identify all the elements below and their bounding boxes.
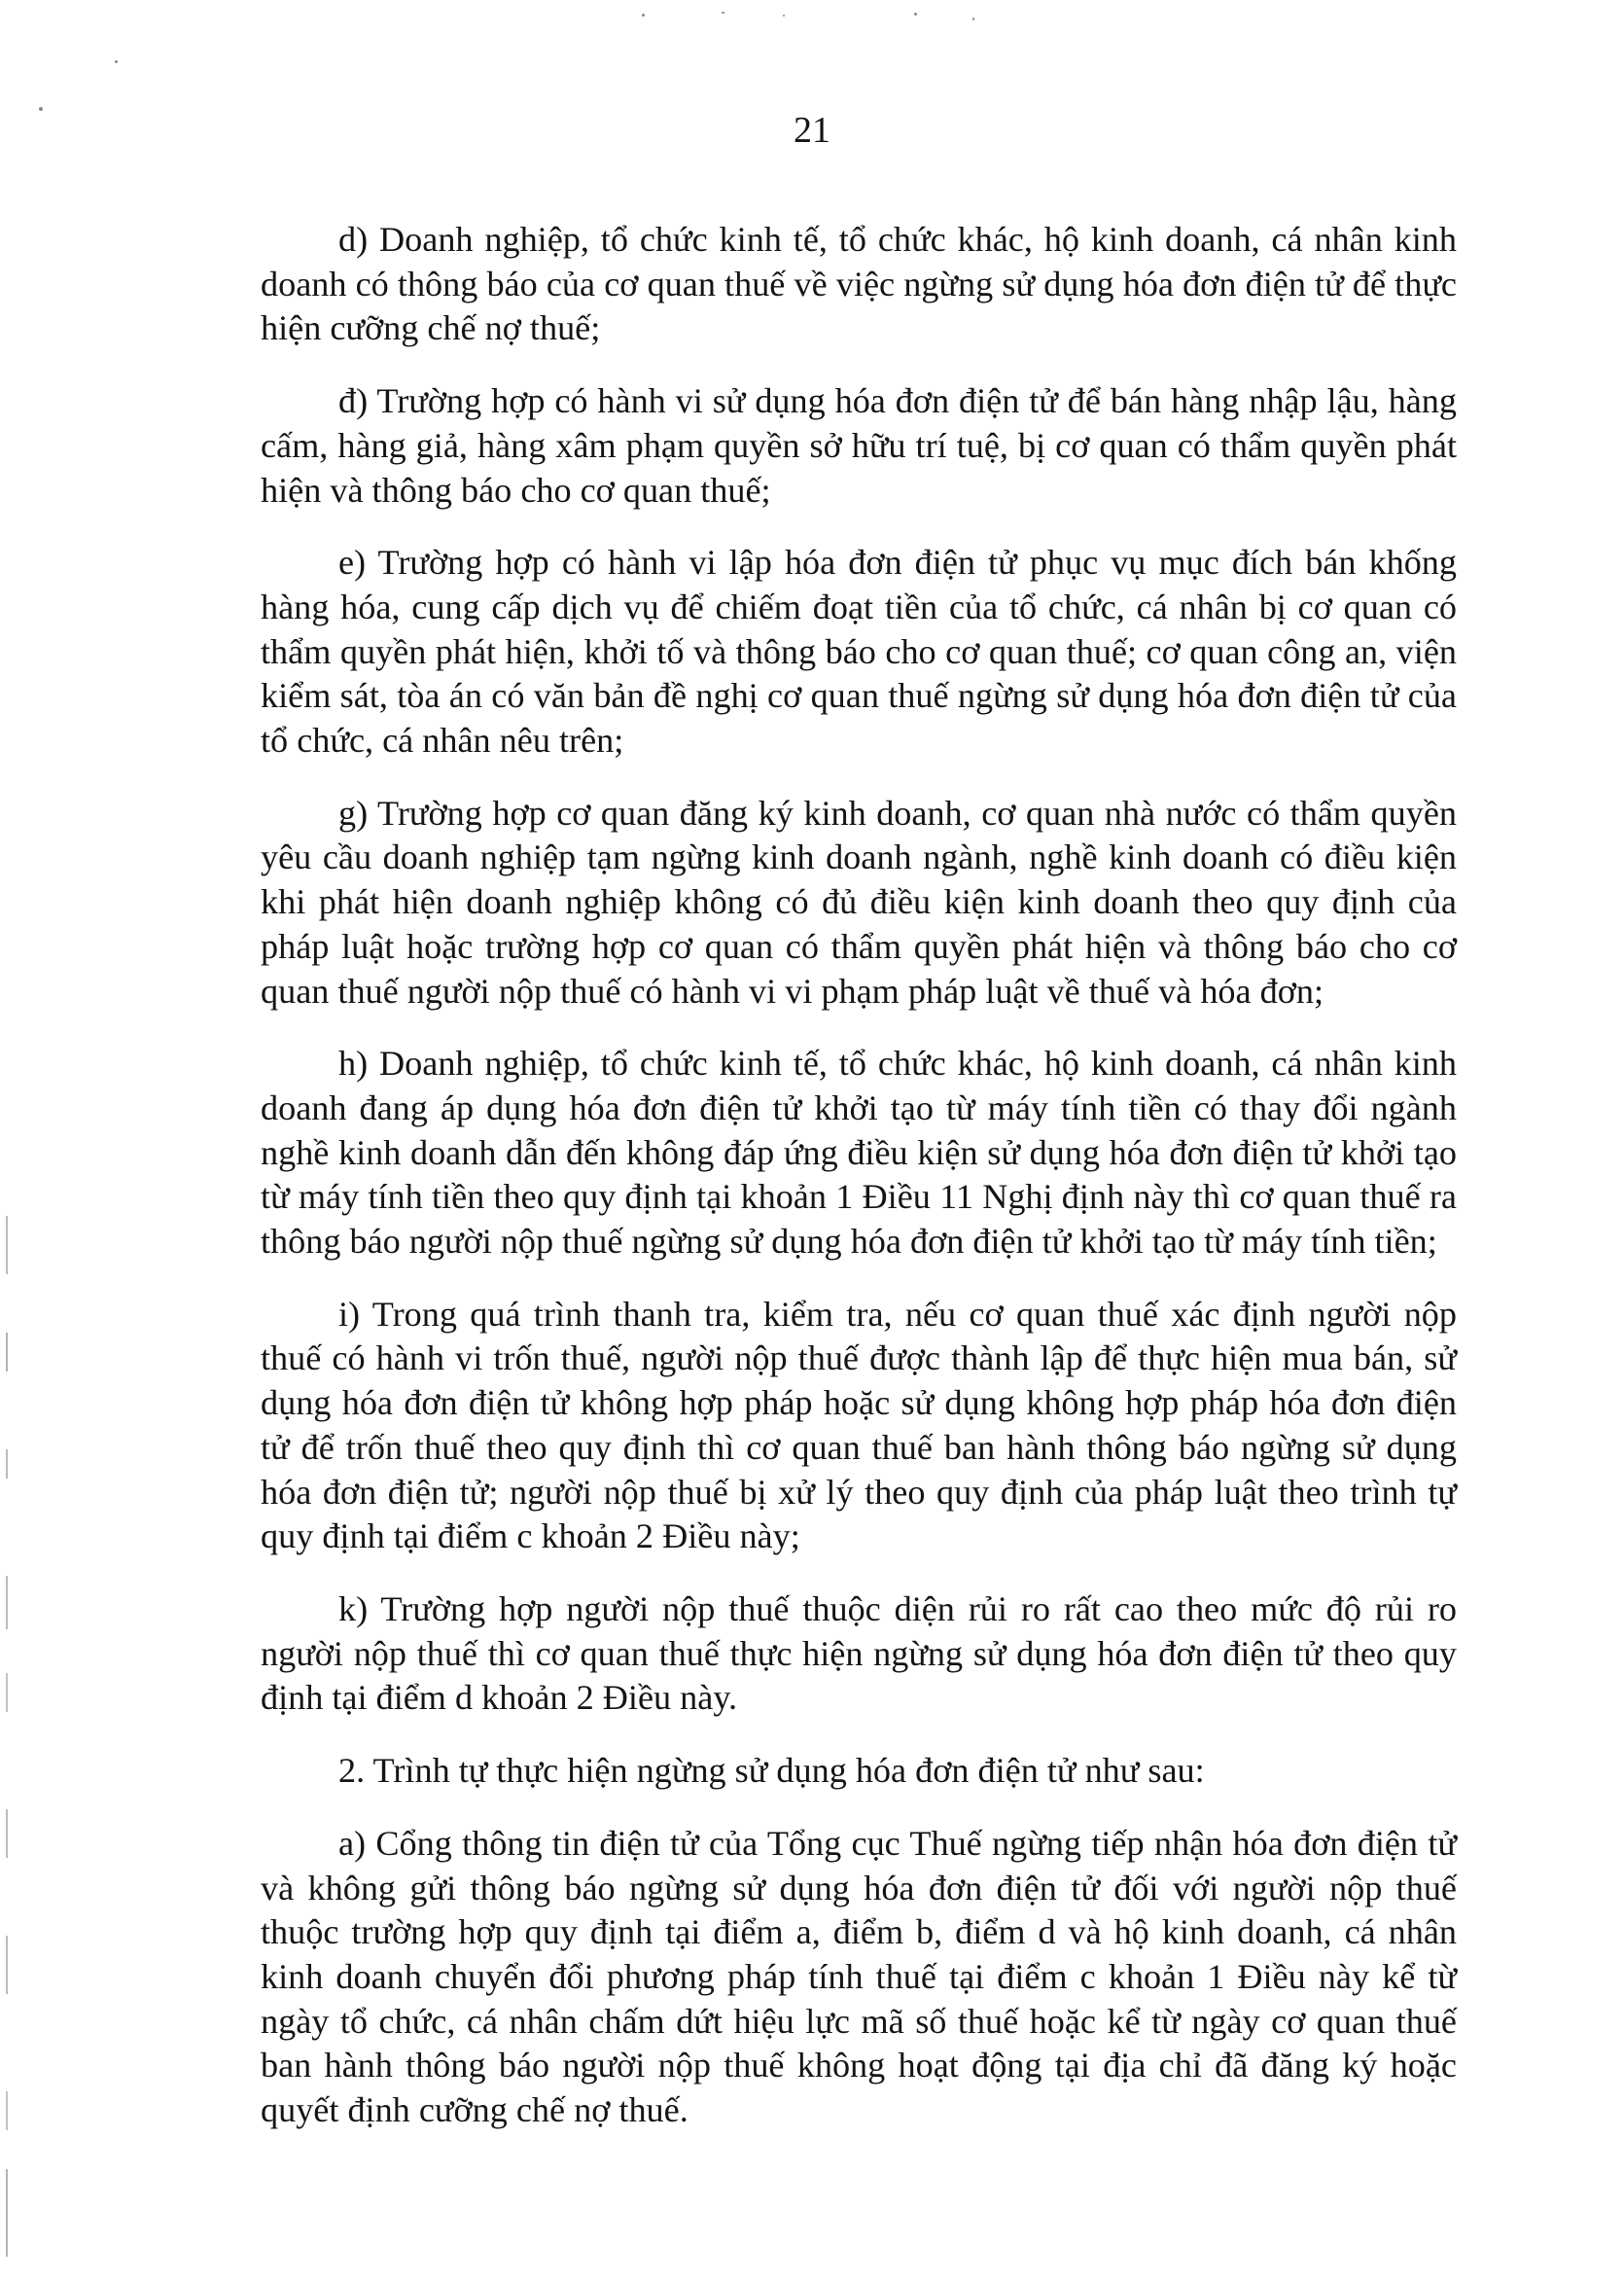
scan-speck [914,13,917,16]
scan-speck [115,60,118,63]
scan-speck [972,18,974,20]
scan-edge-mark [6,1809,8,1858]
clause-i: i) Trong quá trình thanh tra, kiểm tra, nếu cơ quan thuế xác định người nộp thuế có hành vi trốn thuế, người nộp thuế được thành lập để thực hiện mua bán, sử dụng hóa đơn điện tử không hợp pháp hoặc sử dụng không hợp pháp hóa đơn điện tử để trốn thuế theo quy định thì cơ quan thuế ban hành thông báo ngừng sử dụng hóa đơn điện tử; người nộp thuế bị xử lý theo quy định của pháp luật theo trình tự quy định tại điểm c khoản 2 Điều này; [261,1294,1457,1556]
clause-e: e) Trường hợp có hành vi lập hóa đơn điện tử phục vụ mục đích bán khống hàng hóa, cung cấp dịch vụ để chiếm đoạt tiền của tổ chức, cá nhân bị cơ quan có thẩm quyền phát hiện, khởi tố và thông báo cho cơ quan thuế; cơ quan công an, viện kiểm sát, tòa án có văn bản đề nghị cơ quan thuế ngừng sử dụng hóa đơn điện tử của tổ chức, cá nhân nêu trên; [261,543,1457,761]
scan-edge-mark [6,2169,8,2257]
scan-edge-mark [6,1673,8,1712]
clause-g: g) Trường hợp cơ quan đăng ký kinh doanh, cơ quan nhà nước có thẩm quyền yêu cầu doanh nghiệp tạm ngừng kinh doanh ngành, nghề kinh doanh có điều kiện khi phát hiện doanh nghiệp không có đủ điều kiện kinh doanh theo quy định của pháp luật hoặc trường hợp cơ quan có thẩm quyền phát hiện và thông báo cho cơ quan thuế người nộp thuế có hành vi vi phạm pháp luật về thuế và hóa đơn; [261,793,1457,1011]
scan-edge-mark [6,1216,8,1274]
clause-d: d) Doanh nghiệp, tổ chức kinh tế, tổ chức khác, hộ kinh doanh, cá nhân kinh doanh có thông báo của cơ quan thuế về việc ngừng sử dụng hóa đơn điện tử để thực hiện cưỡng chế nợ thuế; [261,220,1457,348]
scan-speck [783,15,785,17]
document-body [261,218,1457,2161]
scan-edge-mark [6,1449,8,1479]
scan-edge-mark [6,2091,8,2130]
clause-h: h) Doanh nghiệp, tổ chức kinh tế, tổ chức khác, hộ kinh doanh, cá nhân kinh doanh đang áp dụng hóa đơn điện tử khởi tạo từ máy tính tiền có thay đổi ngành nghề kinh doanh dẫn đến không đáp ứng điều kiện sử dụng hóa đơn điện tử khởi tạo từ máy tính tiền theo quy định tại khoản 1 Điều 11 Nghị định này thì cơ quan thuế ra thông báo người nộp thuế ngừng sử dụng hóa đơn điện tử khởi tạo từ máy tính tiền; [261,1044,1457,1262]
section-2-clause-a: a) Cổng thông tin điện tử của Tổng cục Thuế ngừng tiếp nhận hóa đơn điện tử và không gửi thông báo ngừng sử dụng hóa đơn điện tử đối với người nộp thuế thuộc trường hợp quy định tại điểm a, điểm b, điểm d và hộ kinh doanh, cá nhân kinh doanh chuyển đổi phương pháp tính thuế tại điểm c khoản 1 Điều này kể từ ngày tổ chức, cá nhân chấm dứt hiệu lực mã số thuế hoặc kể từ ngày cơ quan thuế ban hành thông báo người nộp thuế không hoạt động tại địa chỉ đã đăng ký hoặc quyết định cưỡng chế nợ thuế. [261,1823,1457,2130]
scan-edge-mark [6,1936,8,1994]
scan-edge-mark [6,1333,8,1372]
section-2-heading: 2. Trình tự thực hiện ngừng sử dụng hóa đơn điện tử như sau: [338,1751,1205,1791]
page-number: 21 [794,110,830,151]
clause-k: k) Trường hợp người nộp thuế thuộc diện rủi ro rất cao theo mức độ rủi ro người nộp thuế thì cơ quan thuế thực hiện ngừng sử dụng hóa đơn điện tử theo quy định tại điểm d khoản 2 Điều này. [261,1588,1457,1718]
scan-speck [722,12,724,14]
scan-edge-mark [6,1576,8,1629]
scan-speck [642,14,645,17]
clause-dd: đ) Trường hợp có hành vi sử dụng hóa đơn điện tử để bán hàng nhập lậu, hàng cấm, hàng giả, hàng xâm phạm quyền sở hữu trí tuệ, bị cơ quan có thẩm quyền phát hiện và thông báo cho cơ quan thuế; [261,381,1457,510]
